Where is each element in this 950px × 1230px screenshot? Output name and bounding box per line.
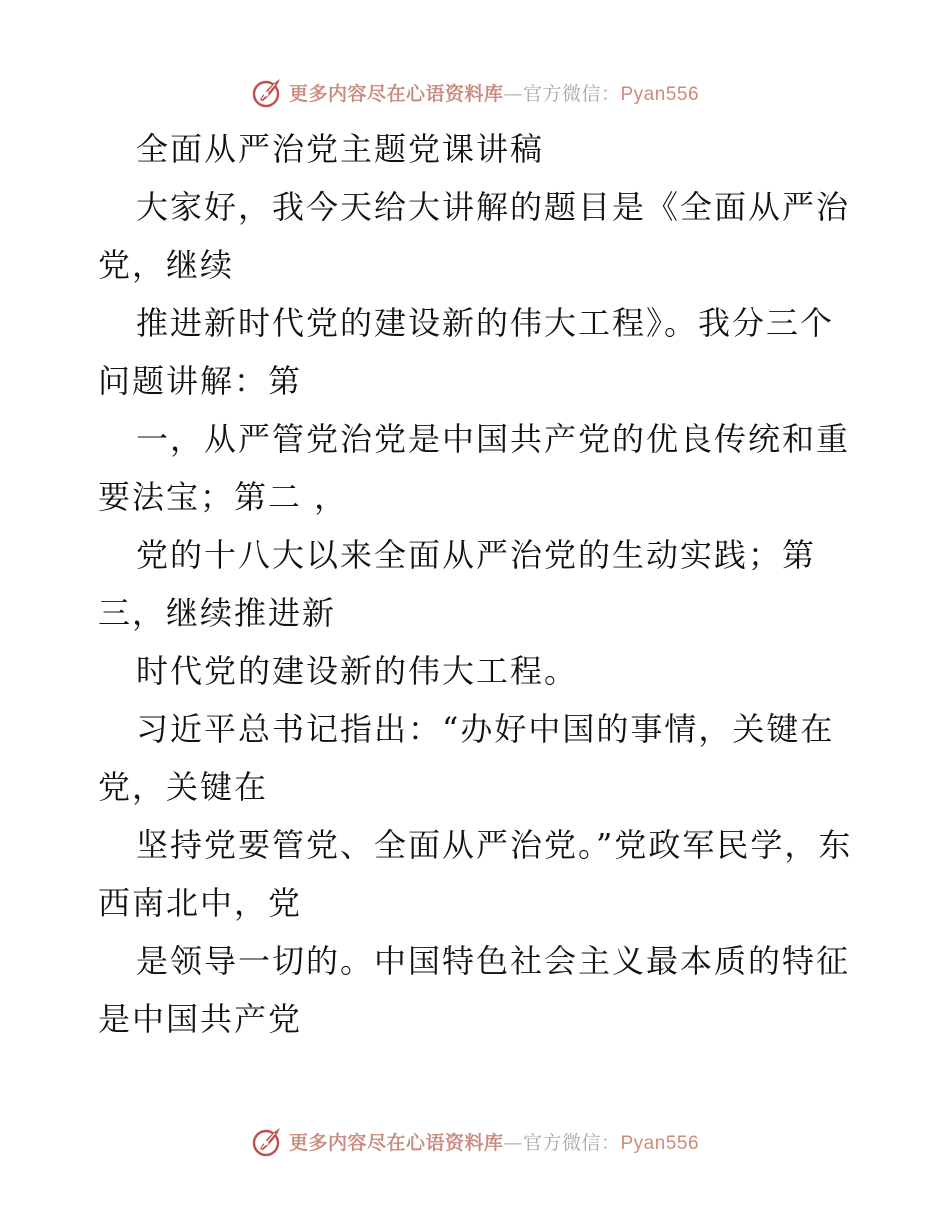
paragraph: 一，从严管党治党是中国共产党的优良传统和重要法宝；第二 ，: [98, 420, 851, 516]
banner-separator: —: [503, 82, 523, 105]
paragraph: 习近平总书记指出：“办好中国的事情，关键在党，关键在: [98, 710, 835, 806]
wechat-label: 官方微信：: [522, 1131, 621, 1154]
banner-slogan: 更多内容尽在心语资料库: [288, 82, 504, 105]
banner-text-group: [289, 1128, 699, 1155]
paragraph: 是领导一切的。中国特色社会主义最本质的特征是中国共产党: [98, 942, 851, 1038]
wechat-id: Pyan556: [620, 83, 700, 105]
banner-separator: —: [503, 1131, 523, 1154]
header-banner: [0, 72, 950, 112]
wechat-id: Pyan556: [620, 1132, 700, 1154]
paragraph: 坚持党要管党、全面从严治党。”党政军民学，东西南北中，党: [98, 826, 853, 922]
document-body: [98, 120, 858, 1048]
footer-banner: [0, 1121, 950, 1161]
paragraph: 推进新时代党的建设新的伟大工程》。我分三个问题讲解：第: [98, 304, 835, 400]
banner-text-group: [289, 79, 699, 106]
wechat-label: 官方微信：: [522, 82, 621, 105]
paragraph: 时代党的建设新的伟大工程。: [136, 652, 579, 690]
quill-pen-logo-icon: [251, 1124, 285, 1158]
paragraph: 党的十八大以来全面从严治党的生动实践；第三，继续推进新: [98, 536, 817, 632]
paragraph: 大家好，我今天给大讲解的题目是《全面从严治党，继续: [98, 188, 851, 284]
banner-slogan: 更多内容尽在心语资料库: [288, 1131, 504, 1154]
quill-pen-logo-icon: [251, 75, 285, 109]
document-title: 全面从严治党主题党课讲稿: [136, 130, 545, 168]
